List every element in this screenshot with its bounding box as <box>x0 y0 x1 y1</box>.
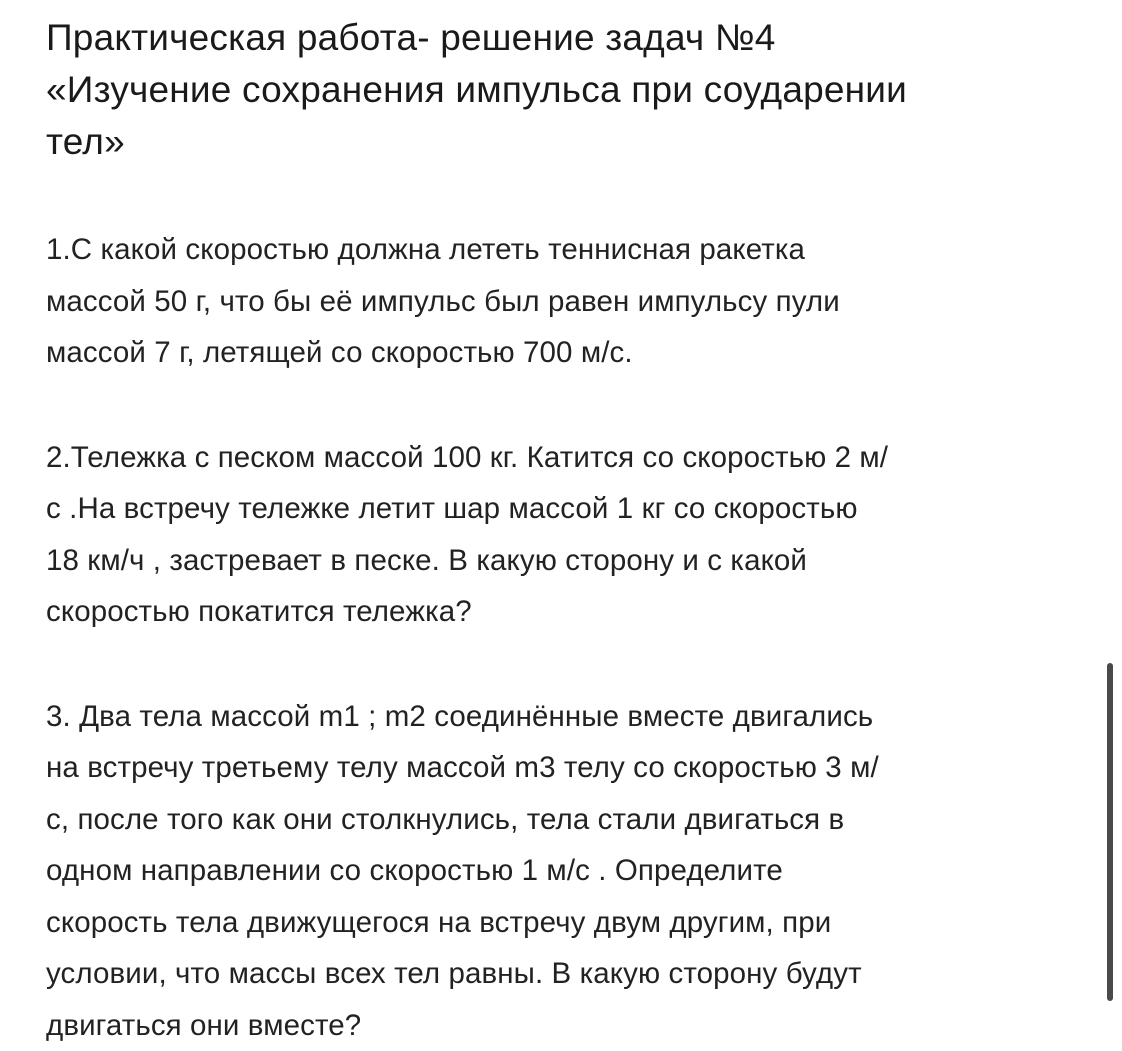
title-line: тел» <box>46 116 1086 168</box>
problem-line: 2.Тележка с песком массой 100 кг. Катится со скоростью 2 м/ <box>46 432 1086 484</box>
vertical-scrollbar[interactable] <box>1107 663 1113 1001</box>
document-title <box>46 12 1086 168</box>
problem-2 <box>46 432 1086 638</box>
problem-3 <box>46 691 1086 1051</box>
problem-line: скоростью покатится тележка? <box>46 586 1086 638</box>
problem-1 <box>46 224 1086 379</box>
title-line: «Изучение сохранения импульса при соударении <box>46 64 1086 116</box>
problem-line: 1.С какой скоростью должна лететь теннисная ракетка <box>46 224 1086 276</box>
problem-line: условии, что массы всех тел равны. В какую сторону будут <box>46 948 1086 1000</box>
problem-line: с, после того как они столкнулись, тела стали двигаться в <box>46 794 1086 846</box>
problem-line: массой 7 г, летящей со скоростью 700 м/с. <box>46 327 1086 379</box>
problem-line: массой 50 г, что бы её импульс был равен импульсу пули <box>46 276 1086 328</box>
problem-line: скорость тела движущегося на встречу двум другим, при <box>46 897 1086 949</box>
problem-line: двигаться они вместе? <box>46 1000 1086 1051</box>
problem-line: на встречу третьему телу массой m3 телу со скоростью 3 м/ <box>46 742 1086 794</box>
problem-line: одном направлении со скоростью 1 м/с . Определите <box>46 845 1086 897</box>
title-line: Практическая работа- решение задач №4 <box>46 12 1086 64</box>
document-body <box>46 12 1086 1051</box>
problem-line: 3. Два тела массой m1 ; m2 соединённые вместе двигались <box>46 691 1086 743</box>
problem-line: 18 км/ч , застревает в песке. В какую сторону и с какой <box>46 535 1086 587</box>
problem-line: с .На встречу тележке летит шар массой 1 кг со скоростью <box>46 483 1086 535</box>
